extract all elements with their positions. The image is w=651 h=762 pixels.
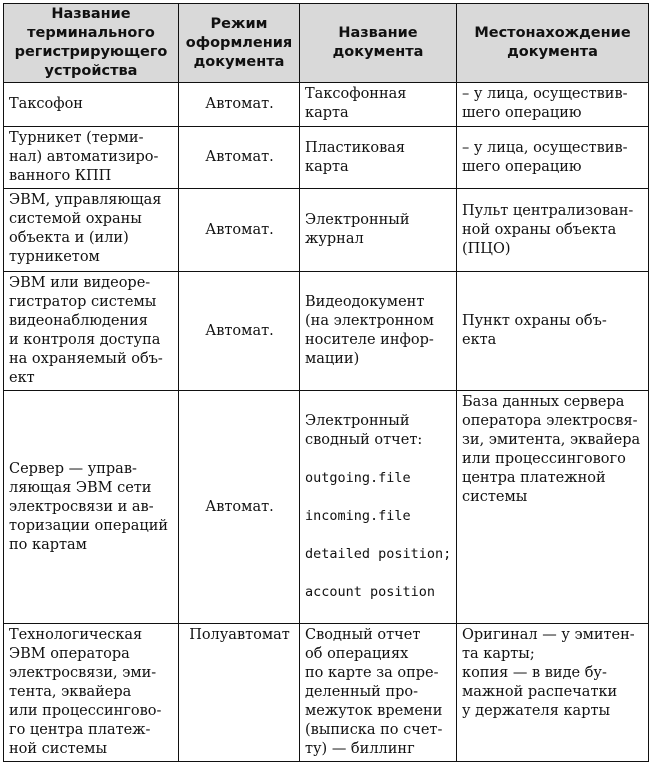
device-cell: Таксофон: [4, 83, 179, 127]
header-mode: Режим оформления документа: [179, 4, 300, 83]
device-cell: ЭВМ, управляющая системой охраны объекта и (или) турникетом: [4, 189, 179, 272]
document-code-line: account position: [305, 584, 436, 600]
document-cell: Электронный журнал: [300, 189, 457, 272]
location-cell: Оригинал — у эмитен- та карты; копия — в виде бу- мажной распечатки у держателя карты: [457, 624, 649, 762]
document-cell: Пластиковая карта: [300, 127, 457, 189]
mode-cell: Автомат.: [179, 391, 300, 624]
header-device: Название терминального регистрирующего устройства: [4, 4, 179, 83]
location-cell: Пункт охраны объ- екта: [457, 272, 649, 391]
document-cell: Таксофонная карта: [300, 83, 457, 127]
table-row: [4, 127, 649, 189]
table-row: [4, 391, 649, 624]
location-cell: База данных сервера оператора электросвя- зи, эмитента, эквайера или процессингового центра платежной системы: [457, 391, 649, 624]
device-cell: Турникет (терми- нал) автоматизиро- ванного КПП: [4, 127, 179, 189]
document-cell: Видеодокумент (на электронном носителе инфор- мации): [300, 272, 457, 391]
location-cell: – у лица, осуществив- шего операцию: [457, 127, 649, 189]
table-row: [4, 189, 649, 272]
mode-cell: Автомат.: [179, 127, 300, 189]
mode-cell: Полуавтомат: [179, 624, 300, 762]
mode-cell: Автомат.: [179, 83, 300, 127]
document-intro: Электронный сводный отчет:: [305, 413, 423, 448]
device-cell: Технологическая ЭВМ оператора электросвязи, эми- тента, эквайера или процессингово- го центра платеж- ной системы: [4, 624, 179, 762]
document-code-line: outgoing.file: [305, 470, 411, 486]
location-cell: Пульт централизован- ной охраны объекта (ПЦО): [457, 189, 649, 272]
mode-cell: Автомат.: [179, 189, 300, 272]
document-cell: [300, 391, 457, 624]
mode-cell: Автомат.: [179, 272, 300, 391]
location-cell: – у лица, осуществив- шего операцию: [457, 83, 649, 127]
device-cell: ЭВМ или видеоре- гистратор системы видеонаблюдения и контроля доступа на охраняемый объ- ект: [4, 272, 179, 391]
document-code-line: detailed position;: [305, 546, 452, 562]
table-row: [4, 272, 649, 391]
table-row: [4, 624, 649, 762]
header-document: Название документа: [300, 4, 457, 83]
table-row: [4, 83, 649, 127]
documents-table: [3, 3, 649, 762]
device-cell: Сервер — управ- ляющая ЭВМ сети электросвязи и ав- торизации операций по картам: [4, 391, 179, 624]
document-code-line: incoming.file: [305, 508, 411, 524]
table-header-row: [4, 4, 649, 83]
header-location: Местонахождение документа: [457, 4, 649, 83]
document-cell: Сводный отчет об операциях по карте за опре- деленный про- межуток времени (выписка по счет- ту) — биллинг: [300, 624, 457, 762]
